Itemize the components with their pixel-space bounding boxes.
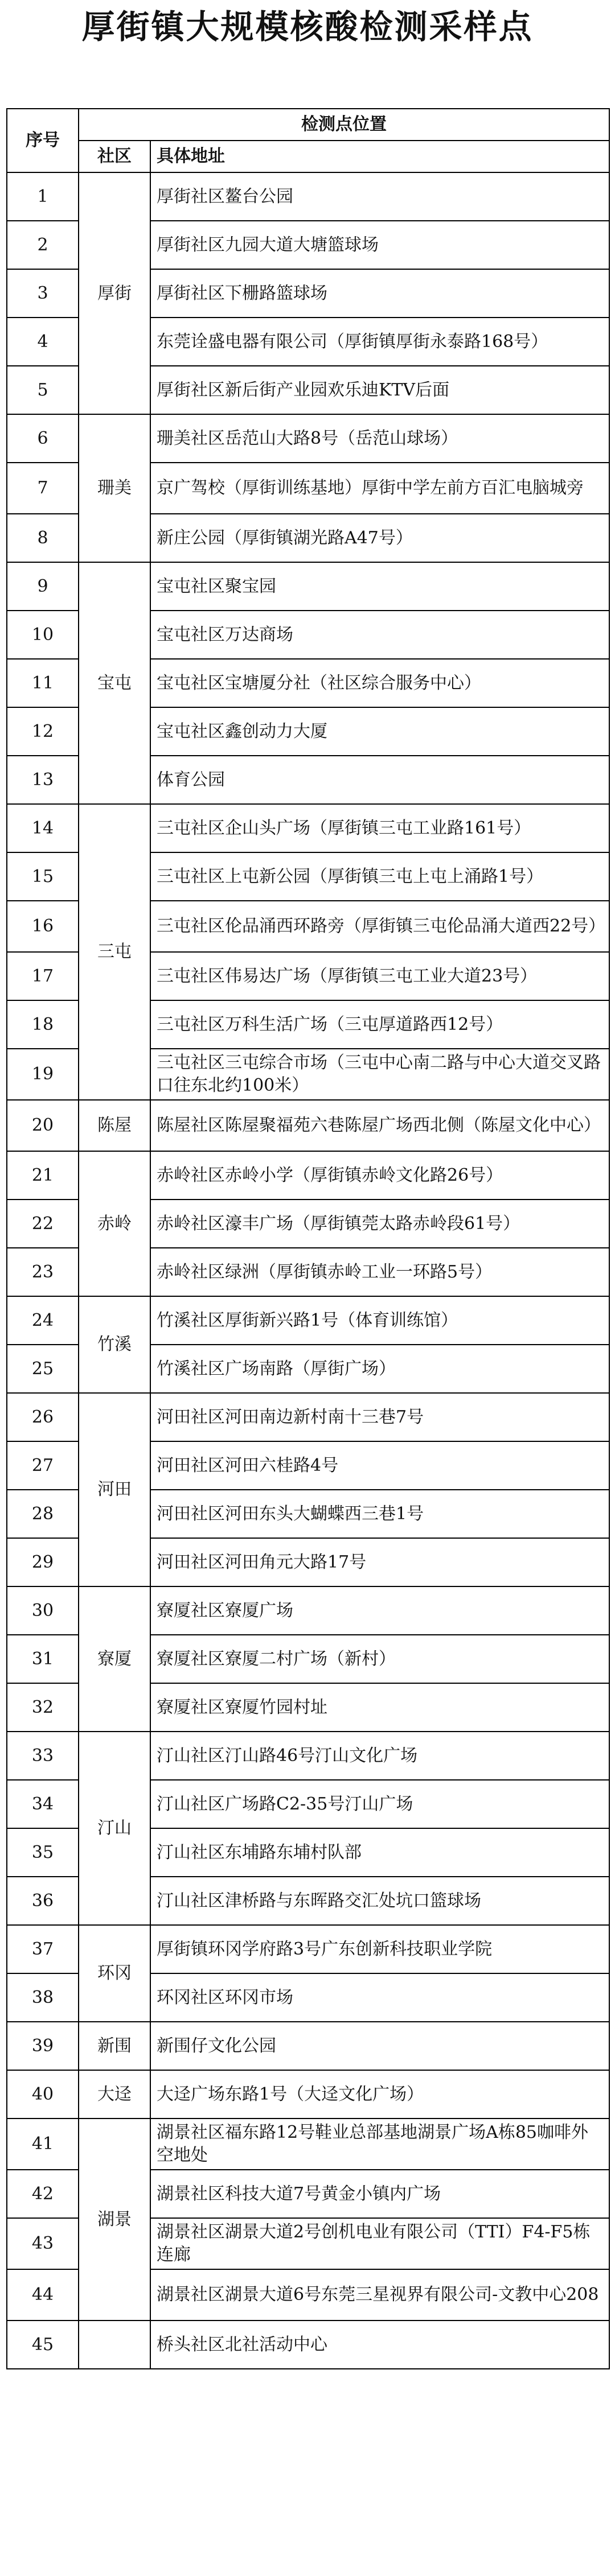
row-number: 39	[7, 2022, 79, 2070]
address-cell: 河田社区河田角元大路17号	[150, 1538, 609, 1586]
table-row	[7, 2321, 609, 2369]
address-cell: 汀山社区广场路C2-35号汀山广场	[150, 1780, 609, 1828]
address-cell: 河田社区河田六桂路4号	[150, 1441, 609, 1490]
address-cell: 寮厦社区寮厦广场	[150, 1586, 609, 1635]
table-row	[7, 414, 609, 463]
location-header: 检测点位置	[79, 109, 609, 141]
row-number: 12	[7, 707, 79, 756]
address-cell: 湖景社区湖景大道2号创机电业有限公司（TTI）F4-F5栋连廊	[150, 2218, 609, 2269]
table-row	[7, 1151, 609, 1200]
address-cell: 新围仔文化公园	[150, 2022, 609, 2070]
community-cell: 湖景	[79, 2118, 150, 2321]
header-row	[7, 109, 609, 141]
row-number: 21	[7, 1151, 79, 1200]
row-number: 27	[7, 1441, 79, 1490]
address-cell: 河田社区河田东头大蝴蝶西三巷1号	[150, 1490, 609, 1538]
address-cell: 桥头社区北社活动中心	[150, 2321, 609, 2369]
row-number: 22	[7, 1200, 79, 1248]
table-row	[7, 2022, 609, 2070]
community-header: 社区	[79, 141, 150, 172]
address-cell: 赤岭社区赤岭小学（厚街镇赤岭文化路26号）	[150, 1151, 609, 1200]
address-cell: 寮厦社区寮厦二村广场（新村）	[150, 1635, 609, 1683]
row-number: 4	[7, 318, 79, 366]
row-number: 23	[7, 1248, 79, 1296]
address-cell: 三屯社区万科生活广场（三屯厚道路西12号）	[150, 1000, 609, 1049]
row-number: 43	[7, 2218, 79, 2269]
address-cell: 三屯社区伦品涌西环路旁（厚街镇三屯伦品涌大道西22号）	[150, 901, 609, 952]
address-cell: 环冈社区环冈市场	[150, 1973, 609, 2022]
row-number: 42	[7, 2170, 79, 2218]
address-cell: 宝屯社区聚宝园	[150, 562, 609, 611]
row-number: 1	[7, 172, 79, 221]
community-cell: 大迳	[79, 2070, 150, 2118]
address-cell: 厚街社区鳌台公园	[150, 172, 609, 221]
row-number: 5	[7, 366, 79, 414]
community-cell: 宝屯	[79, 562, 150, 804]
row-number: 19	[7, 1049, 79, 1100]
table-row	[7, 1393, 609, 1441]
row-number: 24	[7, 1296, 79, 1345]
community-cell: 竹溪	[79, 1296, 150, 1393]
address-header: 具体地址	[150, 141, 609, 172]
seq-header: 序号	[7, 109, 79, 172]
address-cell: 汀山社区汀山路46号汀山文化广场	[150, 1732, 609, 1780]
table-row	[7, 1925, 609, 1973]
sampling-points-table	[6, 108, 610, 2369]
address-cell: 汀山社区津桥路与东晖路交汇处坑口篮球场	[150, 1877, 609, 1925]
address-cell: 赤岭社区绿洲（厚街镇赤岭工业一环路5号）	[150, 1248, 609, 1296]
row-number: 31	[7, 1635, 79, 1683]
address-cell: 寮厦社区寮厦竹园村址	[150, 1683, 609, 1732]
table-row	[7, 1732, 609, 1780]
address-cell: 大迳广场东路1号（大迳文化广场）	[150, 2070, 609, 2118]
row-number: 34	[7, 1780, 79, 1828]
address-cell: 赤岭社区濠丰广场（厚街镇莞太路赤岭段61号）	[150, 1200, 609, 1248]
row-number: 17	[7, 952, 79, 1000]
community-cell	[79, 2321, 150, 2369]
row-number: 45	[7, 2321, 79, 2369]
address-cell: 三屯社区三屯综合市场（三屯中心南二路与中心大道交叉路口往东北约100米）	[150, 1049, 609, 1100]
address-cell: 珊美社区岳范山大路8号（岳范山球场）	[150, 414, 609, 463]
address-cell: 湖景社区福东路12号鞋业总部基地湖景广场A栋85咖啡外空地处	[150, 2118, 609, 2170]
community-cell: 汀山	[79, 1732, 150, 1925]
row-number: 6	[7, 414, 79, 463]
row-number: 37	[7, 1925, 79, 1973]
address-cell: 三屯社区企山头广场（厚街镇三屯工业路161号）	[150, 804, 609, 852]
address-cell: 厚街社区九园大道大塘篮球场	[150, 221, 609, 269]
row-number: 41	[7, 2118, 79, 2170]
address-cell: 三屯社区伟易达广场（厚街镇三屯工业大道23号）	[150, 952, 609, 1000]
row-number: 30	[7, 1586, 79, 1635]
row-number: 11	[7, 659, 79, 707]
community-cell: 河田	[79, 1393, 150, 1586]
table-row	[7, 804, 609, 852]
row-number: 15	[7, 852, 79, 901]
address-cell: 河田社区河田南边新村南十三巷7号	[150, 1393, 609, 1441]
table-row	[7, 172, 609, 221]
row-number: 28	[7, 1490, 79, 1538]
row-number: 10	[7, 611, 79, 659]
address-cell: 厚街社区下栅路篮球场	[150, 269, 609, 318]
row-number: 14	[7, 804, 79, 852]
row-number: 35	[7, 1828, 79, 1877]
community-cell: 寮厦	[79, 1586, 150, 1732]
address-cell: 宝屯社区万达商场	[150, 611, 609, 659]
row-number: 25	[7, 1345, 79, 1393]
address-cell: 厚街社区新后街产业园欢乐迪KTV后面	[150, 366, 609, 414]
address-cell: 厚街镇环冈学府路3号广东创新科技职业学院	[150, 1925, 609, 1973]
community-cell: 珊美	[79, 414, 150, 562]
community-cell: 厚街	[79, 172, 150, 414]
address-cell: 陈屋社区陈屋聚福苑六巷陈屋广场西北侧（陈屋文化中心）	[150, 1100, 609, 1151]
community-cell: 赤岭	[79, 1151, 150, 1296]
row-number: 26	[7, 1393, 79, 1441]
community-cell: 环冈	[79, 1925, 150, 2022]
row-number: 2	[7, 221, 79, 269]
row-number: 13	[7, 756, 79, 804]
address-cell: 宝屯社区鑫创动力大厦	[150, 707, 609, 756]
address-cell: 湖景社区湖景大道6号东莞三星视界有限公司-文教中心208	[150, 2269, 609, 2321]
row-number: 40	[7, 2070, 79, 2118]
address-cell: 三屯社区上屯新公园（厚街镇三屯上屯上涌路1号）	[150, 852, 609, 901]
row-number: 33	[7, 1732, 79, 1780]
table-row	[7, 2070, 609, 2118]
address-cell: 新庄公园（厚街镇湖光路A47号）	[150, 514, 609, 562]
address-cell: 东莞诠盛电器有限公司（厚街镇厚街永泰路168号）	[150, 318, 609, 366]
address-cell: 湖景社区科技大道7号黄金小镇内广场	[150, 2170, 609, 2218]
table-body	[7, 109, 609, 2369]
address-cell: 竹溪社区广场南路（厚街广场）	[150, 1345, 609, 1393]
subheader-row	[7, 141, 609, 172]
row-number: 29	[7, 1538, 79, 1586]
table-row	[7, 1100, 609, 1151]
table-row	[7, 1586, 609, 1635]
row-number: 18	[7, 1000, 79, 1049]
address-cell: 宝屯社区宝塘厦分社（社区综合服务中心）	[150, 659, 609, 707]
row-number: 44	[7, 2269, 79, 2321]
address-cell: 汀山社区东埔路东埔村队部	[150, 1828, 609, 1877]
row-number: 38	[7, 1973, 79, 2022]
community-cell: 陈屋	[79, 1100, 150, 1151]
row-number: 36	[7, 1877, 79, 1925]
row-number: 16	[7, 901, 79, 952]
table-row	[7, 562, 609, 611]
table-row	[7, 1296, 609, 1345]
row-number: 7	[7, 463, 79, 514]
address-cell: 京广驾校（厚街训练基地）厚街中学左前方百汇电脑城旁	[150, 463, 609, 514]
row-number: 9	[7, 562, 79, 611]
row-number: 32	[7, 1683, 79, 1732]
row-number: 8	[7, 514, 79, 562]
row-number: 3	[7, 269, 79, 318]
community-cell: 新围	[79, 2022, 150, 2070]
page-title: 厚街镇大规模核酸检测采样点	[81, 7, 534, 46]
community-cell: 三屯	[79, 804, 150, 1100]
address-cell: 体育公园	[150, 756, 609, 804]
address-cell: 竹溪社区厚街新兴路1号（体育训练馆）	[150, 1296, 609, 1345]
table-row	[7, 2118, 609, 2170]
row-number: 20	[7, 1100, 79, 1151]
